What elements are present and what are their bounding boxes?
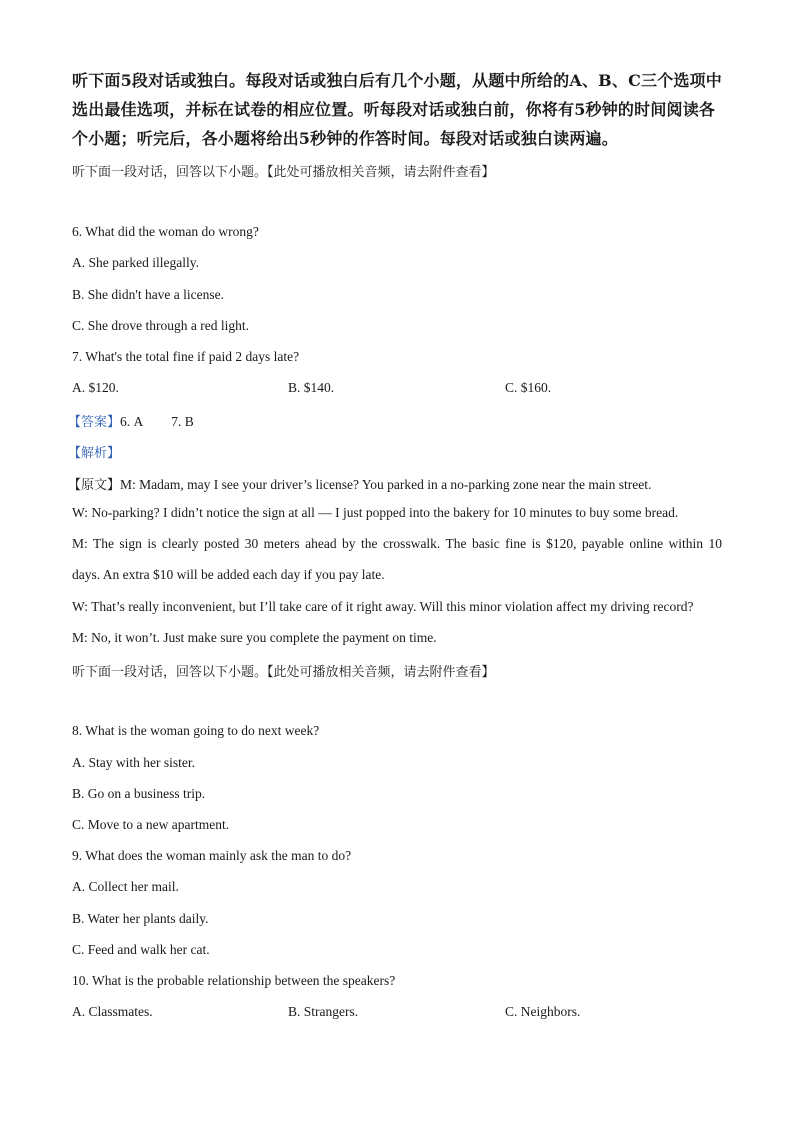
- q9-option-b: B. Water her plants daily.: [72, 911, 209, 926]
- transcript-text-1: M: Madam, may I see your driver’s license? You parked in a no-parking zone near the main street.: [120, 477, 652, 492]
- q6-option-b: B. She didn't have a license.: [72, 287, 225, 302]
- q6-option-c: C. She drove through a red light.: [72, 318, 249, 333]
- instructions-paragraph: 听下面5段对话或独白。每段对话或独白后有几个小题，从题中所给的A、B、C三个选项中选出最佳选项，并标在试卷的相应位置。听每段对话或独白前，你将有5秒钟的时间阅读各个小题；听完后，各小题将给出5秒钟的作答时间。每段对话或独白读两遍。: [72, 71, 723, 148]
- answer-label: 【答案】: [68, 415, 121, 430]
- q6-option-a: A. She parked illegally.: [72, 255, 199, 270]
- question-7: 7. What's the total fine if paid 2 days late?: [72, 349, 300, 364]
- question-6: 6. What did the woman do wrong?: [72, 224, 259, 239]
- q9-option-c: C. Feed and walk her cat.: [72, 942, 210, 957]
- section2-prompt: 听下面一段对话，回答以下小题。【此处可播放相关音频，请去附件查看】: [72, 665, 495, 680]
- question-10: 10. What is the probable relationship between the speakers?: [72, 973, 396, 988]
- q8-option-b: B. Go on a business trip.: [72, 786, 206, 801]
- transcript-line-5: W: That’s really inconvenient, but I’ll take care of it right away. Will this minor violation affect my driving record?: [72, 599, 694, 614]
- q9-option-a: A. Collect her mail.: [72, 879, 179, 894]
- q8-option-a: A. Stay with her sister.: [72, 755, 195, 770]
- q10-option-a: A. Classmates.: [72, 1004, 153, 1019]
- transcript-line-1: [68, 474, 651, 493]
- q8-option-c: C. Move to a new apartment.: [72, 817, 230, 832]
- question-8: 8. What is the woman going to do next week?: [72, 723, 320, 738]
- transcript-line-4: days. An extra $10 will be added each day if you pay late.: [72, 567, 385, 582]
- answer-line: [68, 411, 194, 430]
- transcript-label: 【原文】: [68, 478, 121, 493]
- answer-6: 6. A: [120, 414, 144, 429]
- transcript-line-3: M: The sign is clearly posted 30 meters ahead by the crosswalk. The basic fine is $120, payable online within 10: [72, 536, 722, 551]
- section1-prompt: 听下面一段对话，回答以下小题。【此处可播放相关音频，请去附件查看】: [72, 165, 495, 180]
- q7-option-a: A. $120.: [72, 380, 119, 395]
- q10-option-b: B. Strangers.: [288, 1004, 359, 1019]
- q7-option-b: B. $140.: [288, 380, 335, 395]
- transcript-line-6: M: No, it won’t. Just make sure you complete the payment on time.: [72, 630, 437, 645]
- q7-option-c: C. $160.: [505, 380, 552, 395]
- transcript-line-2: W: No-parking? I didn’t notice the sign at all — I just popped into the bakery for 10 minutes to buy some bread.: [72, 505, 679, 520]
- answer-7: 7. B: [171, 414, 194, 429]
- q10-option-c: C. Neighbors.: [505, 1004, 581, 1019]
- question-9: 9. What does the woman mainly ask the man to do?: [72, 848, 352, 863]
- analysis-label: 【解析】: [68, 446, 121, 461]
